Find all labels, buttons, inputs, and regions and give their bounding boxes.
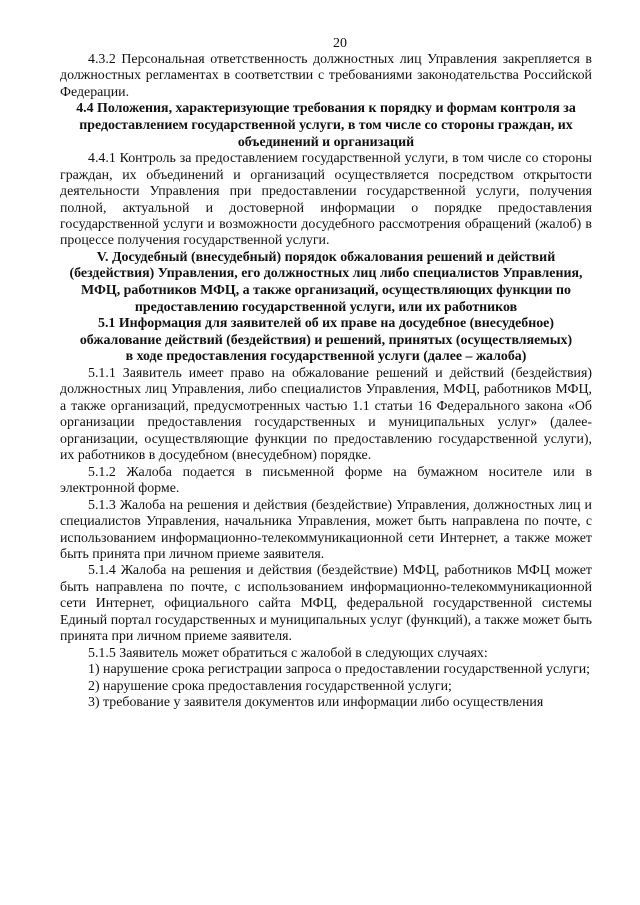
list-item-2: 2) нарушение срока предоставления государственной услуги; [88, 678, 452, 694]
paragraph-5-1-1: 5.1.1 Заявитель имеет право на обжалование решений и действий (бездействия) должностных лиц Управления, либо специалистов Управления, МФЦ, работников МФЦ, а также организаций, предусмотренных частью 1.1 статьи 16 Федерального закона «Об организации предоставления государственных и муниципальных услуг» (далее-организации, осуществляющие функции по предоставлению государственной услуги), их работников в досудебном (внесудебном) порядке. [60, 366, 592, 464]
list-item-3: 3) требование у заявителя документов или информации либо осуществления [88, 695, 544, 711]
document-body [60, 52, 592, 712]
paragraph-4-3-2: 4.3.2 Персональная ответственность должностных лиц Управления закрепляется в должностных регламентах в соответствии с требованиями законодательства Российской Федерации. [60, 52, 592, 100]
paragraph-4-4-1: 4.4.1 Контроль за предоставлением государственной услуги, в том числе со стороны граждан, их объединений и организаций осуществляется посредством открытости деятельности Управления при предоставлении государственной услуги, получения полной, актуальной и достоверной информации о порядке предоставления государственной услуги и возможности досудебного рассмотрения обращений (жалоб) в процессе получения государственной услуги. [60, 151, 592, 249]
paragraph-5-1-2: 5.1.2 Жалоба подается в письменной форме на бумажном носителе или в электронной форме. [60, 464, 592, 497]
page-number: 20 [333, 36, 347, 51]
section-heading-5-1: 5.1 Информация для заявителей об их праве на досудебное (внесудебное) обжалование действий (бездействия) и решений, принятых (осуществляемых) в ходе предоставления государственной услуги (далее – жалоба) [79, 316, 573, 365]
paragraph-5-1-3: 5.1.3 Жалоба на решения и действия (бездействие) Управления, должностных лиц и специалистов Управления, начальника Управления, может быть направлена по почте, с использованием информационно-телекоммуникационной сети Интернет, а также может быть принята при личном приеме заявителя. [60, 497, 592, 562]
list-item-1: 1) нарушение срока регистрации запроса о предоставлении государственной услуги; [88, 662, 590, 678]
section-heading-v: V. Досудебный (внесудебный) порядок обжалования решений и действий (бездействия) Управления, его должностных лиц либо специалистов Управления, МФЦ, работников МФЦ, а также организаций, осуществляющих функции по предоставлению государственной услуги, или их работников [69, 249, 583, 315]
paragraph-5-1-5: 5.1.5 Заявитель может обратиться с жалобой в следующих случаях: [88, 645, 488, 661]
paragraph-5-1-4: 5.1.4 Жалоба на решения и действия (бездействие) МФЦ, работников МФЦ может быть направлена по почте, с использованием информационно-телекоммуникационной сети Интернет, официального сайта МФЦ, федеральной государственной системы Единый портал государственных и муниципальных услуг (функций), а также может быть принята при личном приеме заявителя. [60, 563, 592, 645]
section-heading-4-4: 4.4 Положения, характеризующие требования к порядку и формам контроля за предоставлением государственной услуги, в том числе со стороны граждан, их объединений и организаций [76, 101, 576, 150]
